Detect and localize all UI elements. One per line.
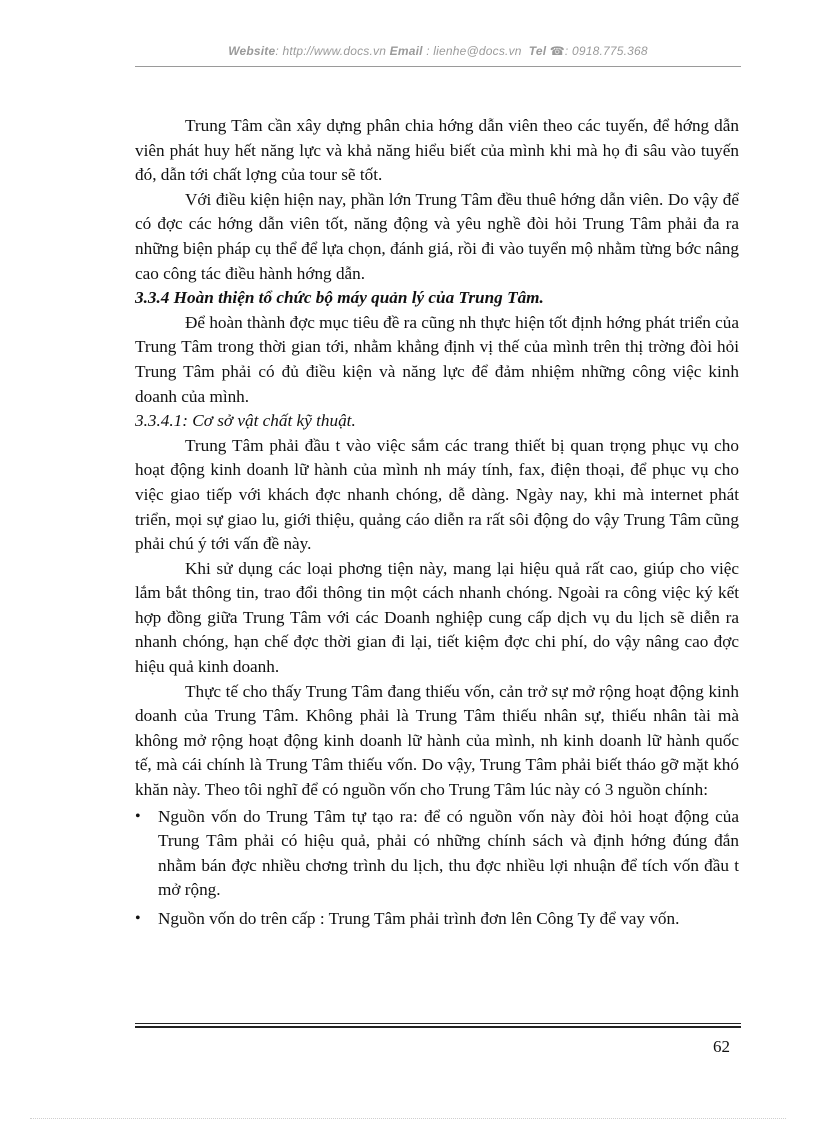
- footer-divider-thick: [135, 1026, 741, 1028]
- paragraph-1: Trung Tâm cần xây dựng phân chia hớng dẫn viên theo các tuyến, để hớng dẫn viên phát huy hết năng lực và khả năng hiểu biết của mình khi mà họ đi sâu vào tuyến đó, dẫn tới chất lợng của tour sẽ tốt.: [135, 116, 739, 185]
- paragraph-5: Khi sử dụng các loại phơng tiện này, mang lại hiệu quả rất cao, giúp cho việc lắm bắt thông tin, trao đổi thông tin một cách nhanh chóng. Ngoài ra công việc ký kết hợp đồng giữa Trung Tâm với các Doanh nghiệp cung cấp dịch vụ du lịch sẽ diễn ra nhanh chóng, hạn chế đợc thời gian đi lại, tiết kiệm đợc chi phí, do vậy nâng cao đợc hiệu quả kinh doanh.: [135, 558, 739, 677]
- list-item-text: Nguồn vốn do trên cấp : Trung Tâm phải trình đơn lên Công Ty để vay vốn.: [158, 909, 680, 928]
- header-website-label: Website: [228, 44, 276, 58]
- bullet-icon: •: [135, 910, 141, 927]
- section-heading-3-3-4: 3.3.4 Hoàn thiện tổ chức bộ máy quản lý của Trung Tâm.: [135, 288, 544, 308]
- list-item-text: Nguồn vốn do Trung Tâm tự tạo ra: để có nguồn vốn này đòi hỏi hoạt động của Trung Tâm phải có hiệu quả, phải có những chính sách và định hớng đúng đắn nhằm bán đợc nhiều chơng trình du lịch, thu đợc nhiều lợi nhuận để tích vốn đầu t mở rộng.: [158, 806, 739, 900]
- header-email-label: Email: [389, 44, 423, 58]
- page-body: [135, 114, 739, 936]
- header-divider: [135, 66, 741, 67]
- header-website-value: : http://www.docs.vn: [275, 44, 387, 58]
- paragraph-3: Để hoàn thành đợc mục tiêu đề ra cũng nh thực hiện tốt định hớng phát triển của Trung Tâm trong thời gian tới, nhằm khẳng định vị thế của mình trên thị trờng đòi hỏi Trung Tâm phải có đủ điều kiện và năng lực để đảm nhiệm những công việc kinh doanh của mình.: [135, 312, 739, 406]
- list-item: [135, 907, 739, 932]
- header-tel-label: Tel: [528, 44, 547, 58]
- paragraph-6: Thực tế cho thấy Trung Tâm đang thiếu vốn, cản trở sự mở rộng hoạt động kinh doanh của Trung Tâm. Không phải là Trung Tâm thiếu nhân sự, thiếu nhân tài mà không mở rộng hoạt động kinh doanh lữ hành của mình, nh kinh doanh lữ hành quốc tế, mà cái chính là Trung Tâm thiếu vốn. Do vậy, Trung Tâm phải biết tháo gỡ mặt khó khăn này. Theo tôi nghĩ để có nguồn vốn cho Trung Tâm lúc này có 3 nguồn chính:: [135, 681, 739, 800]
- page-header: [135, 44, 741, 58]
- list-item: [135, 805, 739, 903]
- header-email-value: : lienhe@docs.vn: [426, 44, 522, 58]
- subsection-heading-3-3-4-1: 3.3.4.1: Cơ sở vật chất kỹ thuật.: [135, 411, 356, 431]
- header-tel-value: ☎: 0918.775.368: [549, 44, 648, 58]
- paragraph-4: Trung Tâm phải đầu t vào việc sắm các trang thiết bị quan trọng phục vụ cho hoạt động kinh doanh lữ hành của mình nh máy tính, fax, điện thoại, để phục vụ cho việc giao tiếp với khách đợc nhanh chóng, dễ dàng. Ngày nay, khi mà internet phát triển, mọi sự giao lu, giới thiệu, quảng cáo diễn ra rất sôi động do vậy Trung Tâm cũng phải chú ý tới vấn đề này.: [135, 435, 739, 554]
- page-number: 62: [713, 1037, 730, 1056]
- funding-source-list: [135, 805, 739, 932]
- page-bottom-edge: [30, 1118, 786, 1119]
- bullet-icon: •: [135, 807, 141, 825]
- paragraph-2: Với điều kiện hiện nay, phần lớn Trung Tâm đều thuê hớng dẫn viên. Do vậy để có đợc các hớng dẫn viên tốt, năng động và yêu nghề đòi hỏi Trung Tâm phải đa ra những biện pháp cụ thể để lựa chọn, đánh giá, rồi đi vào tuyển mộ nhằm từng bớc nâng cao công tác điều hành hớng dẫn.: [135, 189, 739, 283]
- footer-divider-thin: [135, 1023, 741, 1024]
